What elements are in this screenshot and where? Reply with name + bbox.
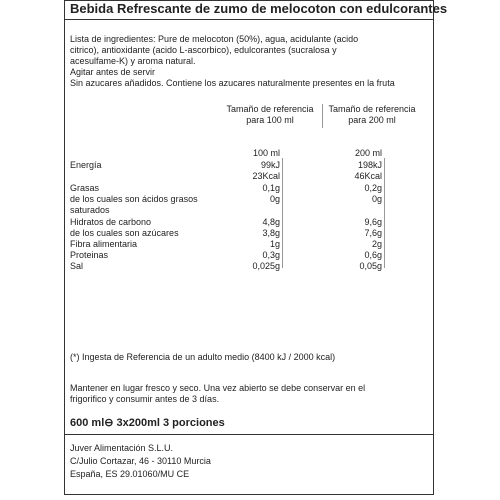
serving-divider <box>64 434 434 435</box>
row-value-200: 0g <box>371 194 382 204</box>
header-divider <box>322 104 323 128</box>
ingredients-block <box>70 34 425 89</box>
row-value-200: 0,6g <box>364 250 382 260</box>
serving-info: 600 ml⊖ 3x200ml 3 porciones <box>70 417 225 429</box>
row-value-100: 3,8g <box>262 228 280 238</box>
row-label-fiber: Fibra alimentaria <box>70 239 138 249</box>
row-value-200: 7,6g <box>364 228 382 238</box>
row-label-sugars: de los cuales son azúcares <box>70 228 179 238</box>
storage-line: Mantener en lugar fresco y seco. Una vez abierto se debe conservar en el <box>70 383 366 393</box>
col1-header <box>220 104 320 126</box>
row-label-saturated-cont: saturados <box>70 205 110 215</box>
row-value-100: 0,3g <box>262 250 280 260</box>
instructions-text: Agitar antes de servir <box>70 67 156 77</box>
col2-unit: 200 ml <box>354 148 382 158</box>
row-value-200: 0,05g <box>359 261 382 271</box>
row-value-200: 0,2g <box>364 183 382 193</box>
ingredients-line: acesulfame-K) y aroma natural. <box>70 56 196 66</box>
row-value-100: 0,025g <box>252 261 280 271</box>
row-value-100: 23Kcal <box>252 171 280 181</box>
row-label-protein: Proteinas <box>70 250 109 260</box>
sugar-note: Sin azucares añadidos. Contiene los azucares naturalmente presentes en la fruta <box>70 78 395 88</box>
col2-header-line: Tamaño de referencia <box>328 104 416 114</box>
row-value-100: 99kJ <box>260 160 280 170</box>
row-label-saturated: de los cuales son ácidos grasos <box>70 194 198 204</box>
row-label-salt: Sal <box>70 261 84 271</box>
storage-line: frigorifico y consumir antes de 3 días. <box>70 394 220 404</box>
row-value-100: 0,1g <box>262 183 280 193</box>
company-registry: España, ES 29.01060/MU CE <box>70 469 190 479</box>
reference-note: (*) Ingesta de Referencia de un adulto medio (8400 kJ / 2000 kcal) <box>70 352 336 362</box>
row-value-100: 1g <box>269 239 280 249</box>
ingredients-line: Lista de ingredientes: Pure de melocoton (50%), agua, acidulante (acido <box>70 34 359 44</box>
row-label-carbs: Hidratos de carbono <box>70 217 152 227</box>
row-value-200: 2g <box>371 239 382 249</box>
row-value-100: 4,8g <box>262 217 280 227</box>
row-value-200: 46Kcal <box>354 171 382 181</box>
row-value-100: 0g <box>269 194 280 204</box>
col2-header-line: para 200 ml <box>348 115 396 125</box>
company-address: C/Julio Cortazar, 46 - 30110 Murcia <box>70 456 211 466</box>
col1-unit: 100 ml <box>252 148 280 158</box>
col1-header-line: Tamaño de referencia <box>226 104 314 114</box>
product-title: Bebida Refrescante de zumo de melocoton con edulcorantes <box>70 1 448 16</box>
column-divider-1 <box>282 158 283 268</box>
col2-header <box>322 104 422 126</box>
row-label-fat: Grasas <box>70 183 100 193</box>
company-name: Juver Alimentación S.L.U. <box>70 443 174 453</box>
col1-header-line: para 100 ml <box>246 115 294 125</box>
column-divider-2 <box>384 158 385 268</box>
ingredients-line: citrico), antioxidante (acido L-ascorbico), edulcorantes (sucralosa y <box>70 45 337 55</box>
row-label-energy: Energía <box>70 160 102 170</box>
row-value-200: 9,6g <box>364 217 382 227</box>
title-divider <box>64 19 434 20</box>
row-value-200: 198kJ <box>357 160 382 170</box>
